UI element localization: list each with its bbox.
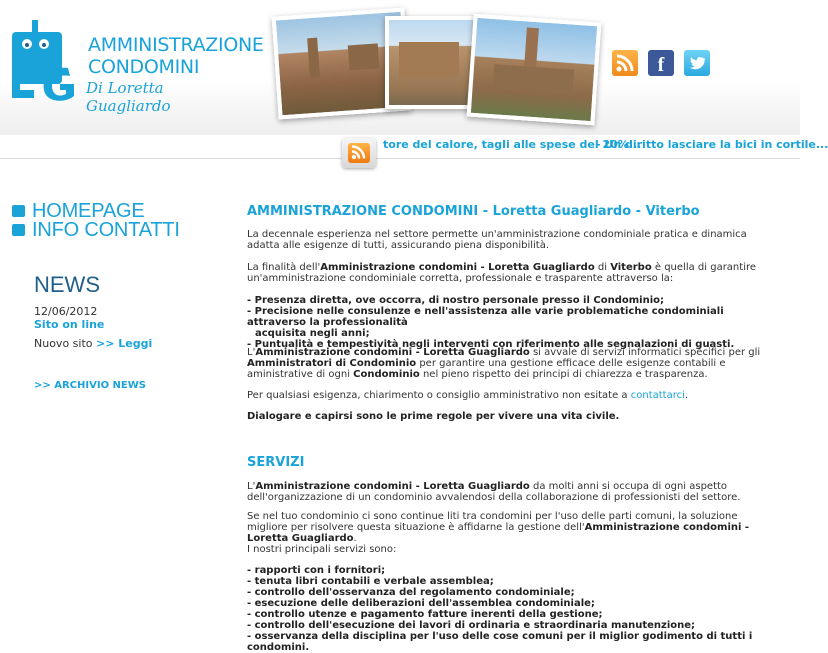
logo-title-line1: AMMINISTRAZIONE	[88, 34, 264, 56]
news-date: 12/06/2012	[34, 305, 98, 318]
nav-contatti[interactable]	[12, 221, 180, 240]
servizi-p1-text-a: L'	[247, 481, 256, 492]
list-item: - rapporti con i fornitori;	[247, 565, 386, 576]
page-title: AMMINISTRAZIONE CONDOMINI - Loretta Guagliardo - Viterbo	[247, 204, 700, 219]
servizi-p2-text-b: Amministrazione condomini - Loretta Guagliardo	[247, 522, 750, 544]
motto-paragraph	[247, 411, 777, 422]
ticker-divider	[0, 158, 800, 159]
intro-paragraph: La decennale esperienza nel settore permette un'amministrazione condominiale pratica e dinamica adatta alle esigenze di tutti, assicurando piena disponibilità.	[247, 229, 747, 251]
finalita-text-b: Amministrazione condomini - Loretta Guagliardo	[320, 262, 595, 273]
list-item: - Presenza diretta, ove occorra, di nostro personale presso il Condominio;	[247, 295, 665, 306]
contact-link[interactable]: contattarci	[630, 390, 685, 401]
logo-subtitle: Di Loretta Guagliardo	[86, 79, 171, 115]
finalita-text-c: di	[594, 262, 611, 273]
nav-homepage-label: HOMEPAGE	[32, 200, 145, 222]
ticker-rss-icon[interactable]	[342, 138, 376, 168]
news-archive-link[interactable]: >> ARCHIVIO NEWS	[34, 380, 146, 391]
servizi-p1-text-b: Amministrazione condomini - Loretta Guagliardo	[255, 481, 530, 492]
servizi-paragraph-1	[247, 481, 777, 503]
servizi-p2-text-c: .	[353, 533, 357, 544]
list-item: - controllo dell'esecuzione dei lavori di ordinaria e straordinaria manutenzione;	[247, 620, 696, 631]
list-item: - tenuta libri contabili e verbale assemblea;	[247, 576, 494, 587]
motto-text: Dialogare e capirsi sono le prime regole per vivere una vita civile.	[247, 411, 620, 422]
finalita-text-a: La finalità dell'	[247, 262, 321, 273]
finalita-paragraph	[247, 262, 777, 284]
finalita-text-e: è quella di garantire un'amministrazione condominiale corretta, professionale e trasparente attraverso la:	[247, 262, 757, 284]
logo-mark-icon	[8, 18, 78, 108]
finalita-list	[247, 295, 777, 350]
servizi-paragraph-2	[247, 511, 777, 544]
list-item: - esecuzione delle deliberazioni dell'assemblea condominiale;	[247, 598, 595, 609]
servizi-list	[247, 565, 777, 653]
list-item: - osservanza della disciplina per l'uso delle cose comuni per il miglior godimento di tutti i condomini.	[247, 631, 753, 653]
nav-contatti-label: INFO CONTATTI	[32, 219, 180, 241]
news-body-text: Nuovo sito	[34, 337, 93, 350]
nav-bullet-icon	[12, 224, 25, 236]
sidebar-nav	[12, 202, 180, 240]
news-body	[34, 337, 152, 350]
p3-text-g: nel pieno rispetto dei principi di chiarezza e trasparenza.	[419, 369, 708, 380]
p3-text-b: Amministrazione condomini - Loretta Guagliardo	[255, 347, 530, 358]
logo-title-line2: CONDOMINI	[88, 56, 200, 78]
site-logo[interactable]	[8, 18, 264, 115]
contact-paragraph	[247, 390, 777, 401]
news-read-more-link[interactable]: >> Leggi	[96, 337, 153, 350]
contact-text-end: .	[684, 390, 689, 401]
list-item: acquisita negli anni;	[255, 328, 370, 339]
nav-bullet-icon	[12, 205, 25, 217]
facebook-icon[interactable]: f	[648, 50, 674, 76]
p3-text-c: si avvale di servizi informatici specifici per gli	[529, 347, 761, 358]
header-photo-tower	[467, 14, 602, 126]
p3-text-e: per garantire una gestione efficace delle esigenze contabili e aministrative di ogni	[247, 358, 726, 380]
ticker-item-1[interactable]: tore del calore, tagli alle spese del 20%...	[383, 138, 642, 151]
servizi-informatici-paragraph	[247, 347, 777, 380]
list-item: - Precisione nelle consulenze e nell'assistenza alle varie problematiche condominiali attraverso la professionalità	[247, 306, 724, 328]
servizi-list-intro: I nostri principali servizi sono:	[247, 544, 397, 555]
site-header	[0, 0, 800, 135]
servizi-title: SERVIZI	[247, 455, 305, 470]
servizi-p1-text-c: da molti anni si occupa di ogni aspetto dell'organizzazione di un condominio avvalendosi della collaborazione di professionisti del settore.	[247, 481, 741, 503]
finalita-text-d: Viterbo	[610, 262, 652, 273]
p3-text-f: Condominio	[353, 369, 420, 380]
list-item: - Puntualità e tempestività negli interventi con riferimento alle segnalazioni di guasti.	[247, 339, 735, 350]
ticker-item-2[interactable]: - Un diritto lasciare la bici in cortile...	[596, 138, 828, 151]
twitter-icon[interactable]	[684, 50, 710, 76]
list-item: - controllo utenze e pagamento fatture inerenti della gestione;	[247, 609, 603, 620]
news-headline[interactable]: Sito on line	[34, 318, 105, 331]
p3-text-d: Amministratori di Condominio	[247, 358, 417, 369]
list-item: - controllo dell'osservanza del regolamento condominiale;	[247, 587, 575, 598]
servizi-p2-text-a: Se nel tuo condominio ci sono continue liti tra condomini per l'uso delle parti comuni, la soluzione migliore per risolvere questa situazione è affidarne la gestione dell'	[247, 511, 738, 533]
contact-text: Per qualsiasi esigenza, chiarimento o consiglio amministrativo non esitate a	[247, 390, 631, 401]
p3-text-a: L'	[247, 347, 256, 358]
rss-icon[interactable]	[612, 50, 638, 76]
news-title: NEWS	[34, 272, 100, 297]
